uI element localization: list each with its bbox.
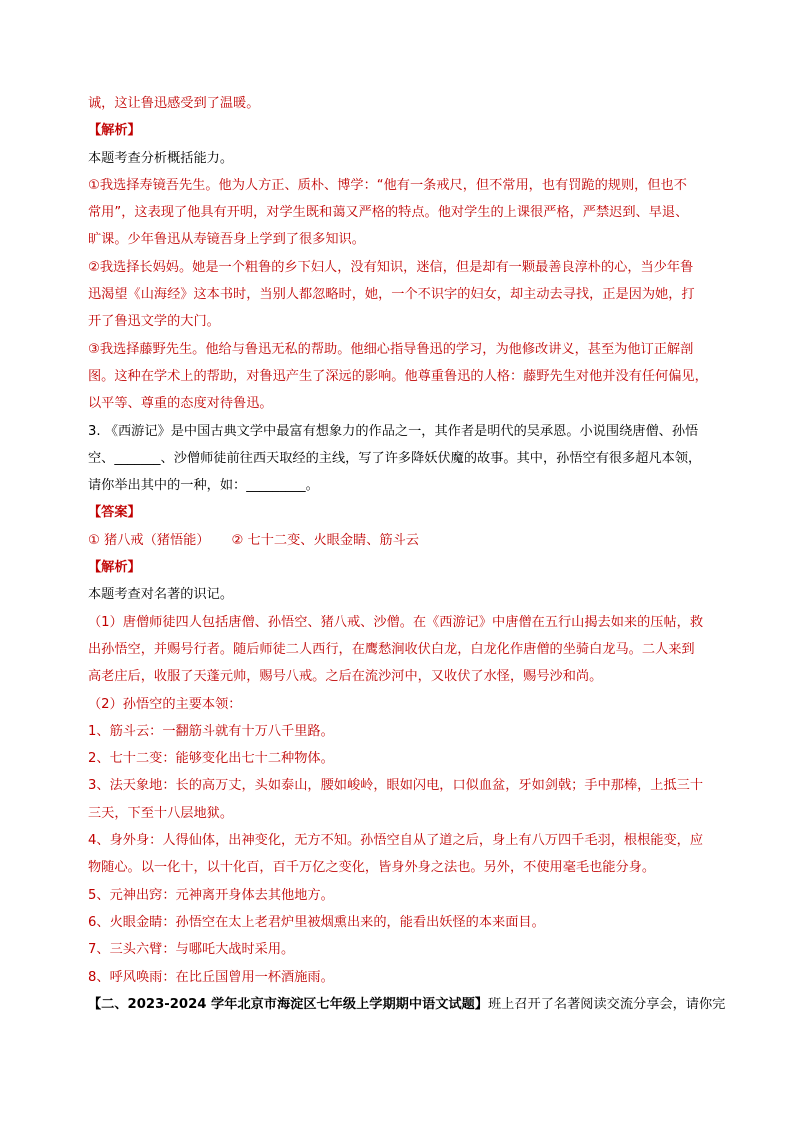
analysis-line: 开了鲁迅文学的大门。 <box>88 314 220 330</box>
analysis-line: 高老庄后，收服了天蓬元帅，赐号八戒。之后在流沙河中，又收伏了水怪，赐号沙和尚。 <box>88 669 603 685</box>
analysis-line: 图。这种在学术上的帮助，对鲁迅产生了深远的影响。他尊重鲁迅的人格：藤野先生对他并没有任何偏见， <box>88 368 708 384</box>
answer-line: 诚，这让鲁迅感受到了温暖。 <box>88 96 260 111</box>
answer-line <box>88 527 718 554</box>
list-item: 4、身外身：人得仙体，出神变化，无方不知。孙悟空自从了道之后，身上有八万四千毛羽，根根能变，应 <box>88 833 704 849</box>
list-item: 2、七十二变：能够变化出七十二种物体。 <box>88 751 334 767</box>
analysis-line: 旷课。少年鲁迅从寿镜吾身上学到了很多知识。 <box>88 232 365 248</box>
analysis-intro: 本题考查分析概括能力。 <box>88 150 234 166</box>
list-item: 物随心。以一化十，以十化百，百千万亿之变化，皆身外身之法也。另外，不使用毫毛也能分身。 <box>88 860 656 876</box>
list-item: 1、筋斗云：一翻筋斗就有十万八千里路。 <box>88 723 334 739</box>
analysis-line: ②我选择长妈妈。她是一个粗鲁的乡下妇人，没有知识，迷信，但是却有一颗最善良淳朴的心，当少年鲁 <box>88 259 694 275</box>
analysis-heading: 【解析】 <box>88 560 141 576</box>
analysis-line: 迅渴望《山海经》这本书时，当别人都忽略时，她，一个不识字的妇女，却主动去寻找，正是因为她，打 <box>88 287 695 303</box>
list-item: 3、法天象地：长的高万丈，头如泰山，腰如峻岭，眼如闪电，口似血盆，牙如剑戟；手中那棒，上抵三十 <box>88 778 704 794</box>
list-item: 6、火眼金睛：孙悟空在太上老君炉里被烟熏出来的，能看出妖怪的本来面目。 <box>88 914 545 930</box>
analysis-heading: 【解析】 <box>88 123 141 139</box>
answer-part-2: ② 七十二变、火眼金睛、筋斗云 <box>231 532 419 548</box>
section-line <box>88 991 726 1018</box>
analysis-line: 以平等、尊重的态度对待鲁迅。 <box>88 396 273 412</box>
list-item: 三天，下至十八层地狱。 <box>88 805 234 821</box>
analysis-line: ①我选择寿镜吾先生。他为人方正、质朴、博学：“他有一条戒尺，但不常用，也有罚跪的规则，但也不 <box>88 177 687 193</box>
list-item: 7、三头六臂：与哪吒大战时采用。 <box>88 942 295 958</box>
list-item: 5、元神出窍：元神离开身体去其他地方。 <box>88 887 334 903</box>
question-3-line: 空、_______、沙僧师徒前往西天取经的主线，写了许多降妖伏魔的故事。其中，孙悟空有很多超凡本领， <box>88 450 702 466</box>
question-3-line: 3. 《西游记》是中国古典文学中最富有想象力的作品之一，其作者是明代的吴承恩。小说围绕唐僧、孙悟 <box>88 423 699 439</box>
answer-part-1: ① 猪八戒（猪悟能） <box>88 532 210 548</box>
document-page <box>88 90 726 1018</box>
list-item: 8、呼风唤雨：在比丘国曾用一杯酒施雨。 <box>88 969 334 985</box>
section-title: 【二、2023-2024 学年北京市海淀区七年级上学期期中语文试题】 <box>88 996 488 1012</box>
section-text: 班上召开了名著阅读交流分享会，请你完 <box>487 996 726 1012</box>
analysis-line: 常用”，这表现了他具有开明，对学生既和蔼又严格的特点。他对学生的上课很严格，严禁迟到、早退、 <box>88 205 689 221</box>
analysis-line: ③我选择藤野先生。他给与鲁迅无私的帮助。他细心指导鲁迅的学习，为他修改讲义，甚至为他订正解剖 <box>88 341 694 357</box>
question-3-line: 请你举出其中的一种，如：_________。 <box>88 478 319 494</box>
analysis-line: 出孙悟空，并赐号行者。随后师徒二人西行，在鹰愁涧收伏白龙，白龙化作唐僧的坐骑白龙马。二人来到 <box>88 641 695 657</box>
analysis-line: （2）孙悟空的主要本领： <box>88 696 242 712</box>
analysis-line: （1）唐僧师徒四人包括唐僧、孙悟空、猪八戒、沙僧。在《西游记》中唐僧在五行山揭去如来的压帖，救 <box>88 614 704 630</box>
analysis-intro: 本题考查对名著的识记。 <box>88 587 234 603</box>
answer-heading: 【答案】 <box>88 505 141 521</box>
